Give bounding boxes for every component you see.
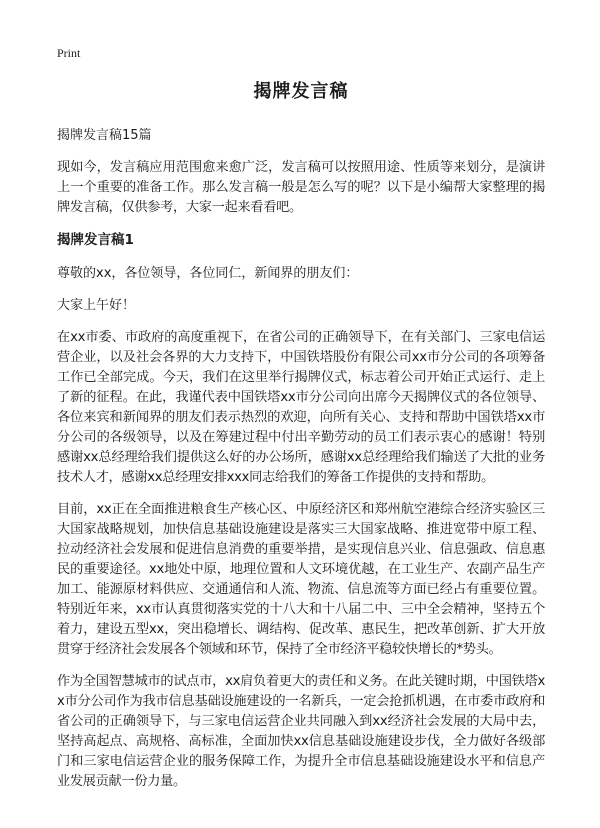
section-heading: 揭牌发言稿1 [57, 232, 134, 248]
body-paragraph: 作为全国智慧城市的试点市，xx肩负着更大的责任和义务。在此关键时期，中国铁塔xx市分公司作为我市信息基础设施建设的一名新兵，一定会抢抓机遇，在市委市政府和省公司的正确领导下，与三家电信运营企业共同融入到xx经济社会发展的大局中去，坚持高起点、高规格、高标准，全面加快xx信息基础设施建设步伐，全力做好各级部门和三家电信运营企业的服务保障工作，为提升全市信息基础设施建设水平和信息产业发展贡献一份力量。 [57, 674, 545, 789]
intro-paragraph: 现如今，发言稿应用范围愈来愈广泛，发言稿可以按照用途、性质等来划分，是演讲上一个重要的准备工作。那么发言稿一般是怎么写的呢？以下是小编帮大家整理的揭牌发言稿，仅供参考，大家一起来看看吧。 [57, 160, 545, 215]
document-title: 揭牌发言稿 [253, 81, 349, 102]
print-link[interactable]: Print [57, 46, 81, 60]
document-body [57, 80, 545, 804]
body-paragraph: 在xx市委、市政府的高度重视下，在省公司的正确领导下，在有关部门、三家电信运营企业，以及社会各界的大力支持下，中国铁塔股份有限公司xx市分公司的各项筹备工作已全部完成。今天，我们在这里举行揭牌仪式，标志着公司开始正式运行、走上了新的征程。在此，我谨代表中国铁塔xx市分公司向出席今天揭牌仪式的各位领导、各位来宾和新闻界的朋友们表示热烈的欢迎，向所有关心、支持和帮助中国铁塔xx市分公司的各级领导，以及在筹建过程中付出辛勤劳动的员工们表示衷心的感谢！特别感谢xx总经理给我们提供这么好的办公场所，感谢xx总经理给我们输送了大批的业务技术人才，感谢xx总经理安排xxx同志给我们的筹备工作提供的支持和帮助。 [57, 330, 545, 485]
document-subtitle: 揭牌发言稿15篇 [57, 128, 152, 143]
body-paragraph: 目前，xx正在全面推进粮食生产核心区、中原经济区和郑州航空港综合经济实验区三大国家战略规划，加快信息基础设施建设是落实三大国家战略、推进宽带中原工程、拉动经济社会发展和促进信息消费的重要举措，是实现信息兴业、信息强政、信息惠民的重要途径。xx地处中原，地理位置和人文环境优越，在工业生产、农副产品生产加工、能源原材料供应、交通通信和人流、物流、信息流等方面已经占有重要位置。特别近年来，xx市认真贯彻落实党的十八大和十八届二中、三中全会精神，坚持五个着力，建设五型xx，突出稳增长、调结构、促改革、惠民生，把改革创新、扩大开放贯穿于经济社会发展各个领域和环节，保持了全市经济平稳较快增长的*势头。 [57, 502, 545, 657]
greeting: 大家上午好！ [57, 298, 136, 313]
salutation: 尊敬的xx，各位领导，各位同仁，新闻界的朋友们： [57, 266, 359, 281]
